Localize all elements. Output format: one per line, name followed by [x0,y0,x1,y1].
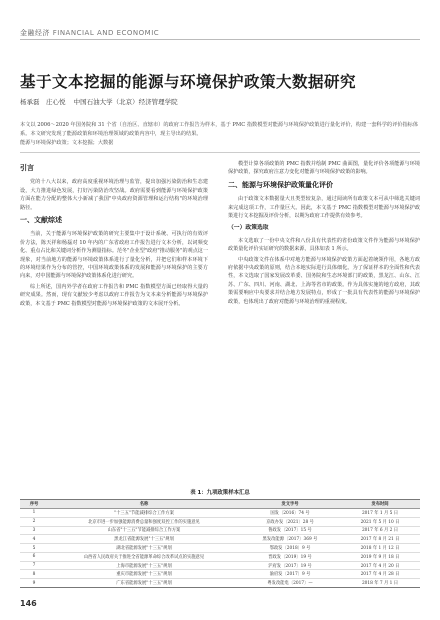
table-row [20,570,420,579]
column-header: 发文字号 [240,500,340,509]
abstract [20,121,420,148]
table-cell: 黑龙江省能源发展"十三五"规划 [48,535,240,544]
policy-table-block [20,488,420,588]
policy-table [20,499,420,588]
table-cell: 8 [20,570,48,579]
section-heading-evaluation: 二、能源与环境保护政策量化评价 [228,180,333,189]
table-cell: 4 [20,535,48,544]
table-row [20,561,420,570]
abstract-text: 本文以 2006～2020 年国务院和 31 个省（自治区、直辖市）的政府工作报告为样本，基于 PMC 指数模型对能源与环境保护政策进行量化评价，构建一套科学的评价指标体系。本文研究发现了能源政策和环境治理领域的政策内容中，现主导出的结果。 [20,122,419,137]
table-row [20,579,420,588]
author-line [20,97,178,106]
subsection-heading-policy-selection: （一）政策选取 [228,225,269,232]
table-cell: 黑发改能源〔2017〕369 号 [240,535,340,544]
table-cell: 国发〔2016〕74 号 [240,509,340,518]
table-cell: 2017 年 1 月 5 日 [340,509,420,518]
left-column [20,160,208,310]
table-row [20,526,420,535]
table-cell: 湖北省能源发展"十三五"规划 [48,544,240,553]
table-cell: 1 [20,509,48,518]
header-rule [20,39,420,40]
table-row [20,552,420,561]
table-row [20,544,420,553]
column-header: 发布时间 [340,500,420,509]
table-cell: 粤发改能电〔2017〕— [240,579,340,588]
page-number: 146 [20,599,37,608]
table-cell: 沪府发〔2017〕19 号 [240,561,340,570]
table-header-row [20,500,420,509]
table-cell: 北京市进一步加强能源消费总量和强度双控工作的实施意见 [48,517,240,526]
section-heading-literature: 一、文献综述 [20,216,62,225]
column-header: 序号 [20,500,48,509]
table-cell: 2018 年 7 月 1 日 [340,579,420,588]
table-cell: 2 [20,517,48,526]
table-cell: 2017 年 4 月 28 日 [340,570,420,579]
author-names: 杨承磊 庄心悦 [20,98,66,106]
table-cell: 山西省人民政府关于推进全省能源革命综合改革试点的实施意见 [48,552,240,561]
table-cell: 2017 年 6 月 2 日 [340,526,420,535]
column-header: 名称 [48,500,240,509]
paragraph: 由于政策文本数据量大且类型较复杂，通过阅读所有政策文本可从中筛选关键词来完成这项工作，工作量巨大。因此，本文基于 PMC 指数模型对能源与环境保护政策进行文本挖掘及评价分析，以期为政府工作提供有效参考。 [228,196,420,220]
table-row [20,517,420,526]
header-section-zh: 金融经济 [20,29,50,37]
table-cell: 广东省能源发展"十三五"规划 [48,579,240,588]
right-column [228,160,420,308]
table-row [20,535,420,544]
table-cell: 2017 年 8 月 21 日 [340,535,420,544]
paragraph: 本文选取了一份中央文件和八份具有代表性的省份政策文件作为能源与环境保护政策量化评价实证研究的数据来源，具体如表 1 所示。 [228,237,420,253]
paragraph: 综上所述，国内外学者在政府工作报告和 PMC 指数模型方面已经取得大量的研究成果。然而，现有文献较少考虑以政府工作报告为文本来分析能源与环境保护政策，本文基于 PMC 指数模型对能源与环境保护政策的文本展开分析。 [20,283,208,307]
paragraph: 当前，关于能源与环境保护政策的研究主要集中于设计系统、可执行的有效评价方法，陈天祥和杨磊对 10 年内的广东省政府工作报告进行文本分析，以词频变化、重点占比和关键词分析作为测量指标。范冬"企业型"政府"推动服务"的观点这一现象，对当前地方的能源与环境政策体系进行了量化分析，并把它们和样本环境下的环境结果作为分布的管控，中国环境政策体系的发展和能源与环境保护的主要方向来，对中国能源与环境保护政策体系化进行研究。 [20,231,208,280]
table-cell: 山东省"十三五"节能减排综合工作方案 [48,526,240,535]
keywords: 能源与环境保护政策；文本挖掘；大数据 [20,140,114,146]
paragraph: 模型计算各项政策的 PMC 指数并绘制 PMC 曲面图，量化评价各项能源与环境保护政策，探究政府注意力变化对能源与环境保护政策的影响。 [228,161,420,176]
section-heading-intro: 引言 [20,164,34,172]
paragraph: 党的十八大以来，政府高度重视环境治理与监管，提出加强污染防治和生态建设，大力推进绿色发展，打好污染防治攻坚战。政府需要看到能源与环境保护政策方面在能力分配的整体大小新减了我国"中央政府资源管理和运行结构"的环境治理路径。 [20,179,208,211]
table-cell: 5 [20,544,48,553]
running-header [20,28,420,38]
table-cell: 9 [20,579,48,588]
table-cell: 2017 年 4 月 20 日 [340,561,420,570]
table-cell: 2021 年 5 月 10 日 [340,517,420,526]
table-cell: 鲁政发〔2017〕15 号 [240,526,340,535]
header-section-en: FINANCIAL AND ECONOMIC [52,29,160,37]
table-cell: 晋政发〔2019〕19 号 [240,552,340,561]
table-cell: 鄂政发〔2018〕9 号 [240,544,340,553]
table-cell: 2019 年 9 月 18 日 [340,552,420,561]
table-cell: 上海市能源发展"十三五"规划 [48,561,240,570]
table-cell: 7 [20,561,48,570]
author-affiliation: 中国石油大学（北京）经济管理学院 [73,98,178,106]
table-cell: 重庆市能源发展"十三五"规划 [48,570,240,579]
table-body [20,509,420,588]
table-cell: 6 [20,552,48,561]
table-row [20,509,420,518]
article-title: 基于文本挖掘的能源与环境保护政策大数据研究 [20,73,357,91]
table-cell: 2018 年 1 月 12 日 [340,544,420,553]
table-cell: 京政办发〔2021〕28 号 [240,517,340,526]
table-cell: 渝府发〔2017〕9 号 [240,570,340,579]
table-caption: 表 1：九项政策样本汇总 [190,490,250,496]
paragraph: 中央政策文件在体系中对地方能源与环境保护政策方面起着统领作用，各地方政府依据中央政策的原则，结合本地实际进行具体细化。为了保证样本的全面性和代表性，本文选取了国家发展改革委、国务院和生态环境部门的政策，黑龙江、山东、江苏、广东、四川、河南、湖北、上海等省市的政策。作为具体实施的地方政府，其政策需要响应中央要求并结合地方发展特点，形成了一批具有代表性的能源与环境保护政策，也体现出了政府对能源与环境治理的重视程度。 [228,256,420,305]
abstract-rule [20,152,420,153]
table-cell: "十三五"节能减排综合工作方案 [48,509,240,518]
table-cell: 3 [20,526,48,535]
